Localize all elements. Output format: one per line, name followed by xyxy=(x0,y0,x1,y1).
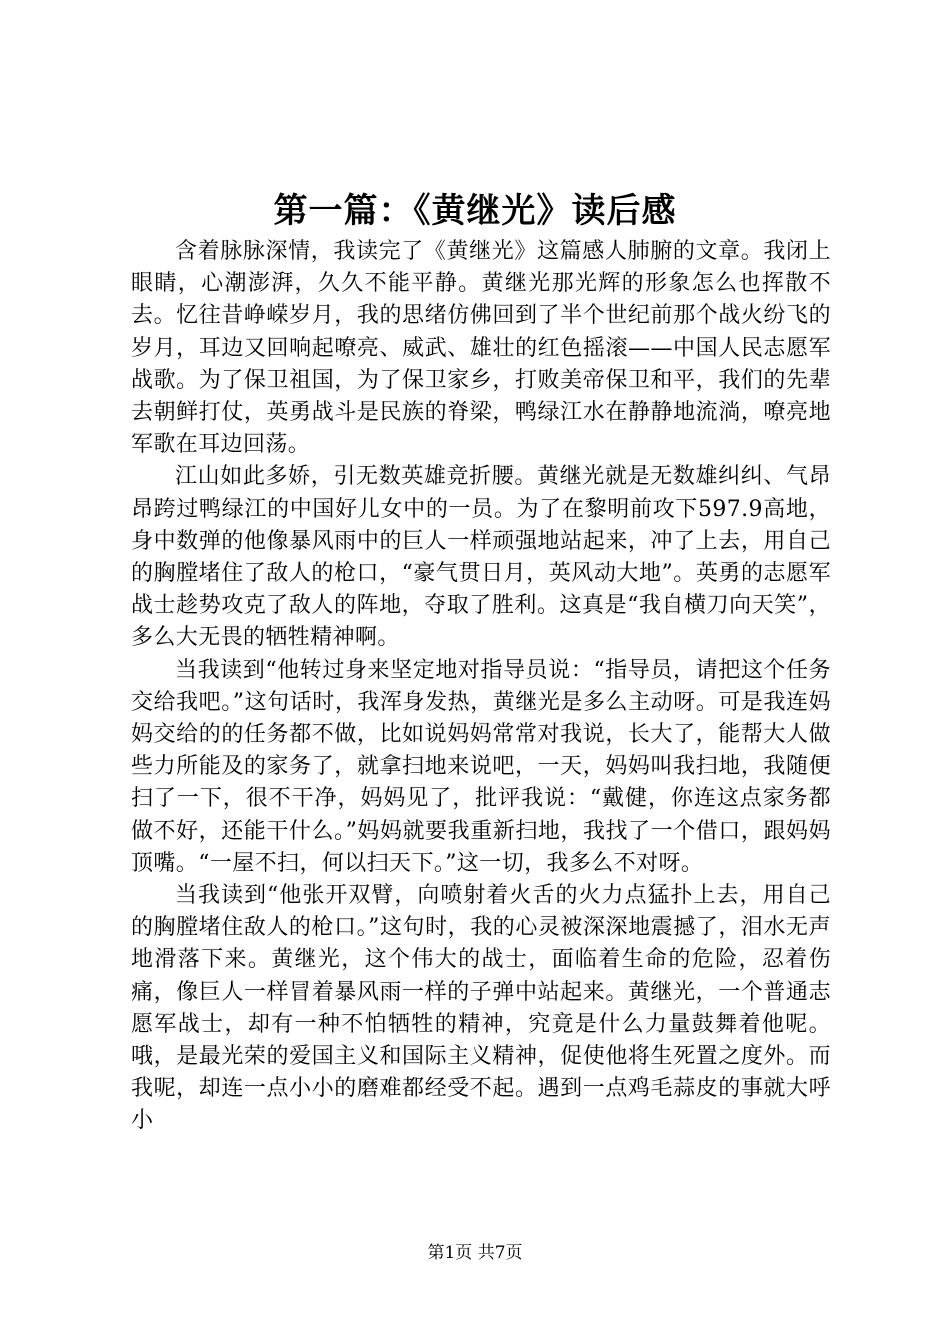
paragraph-3: 当我读到“他转过身来坚定地对指导员说：“指导员，请把这个任务交给我吧。”这句话时，我浑身发热，黄继光是多么主动呀。可是我连妈妈交给的的任务都不做，比如说妈妈常常对我说，长大了，能帮大人做些力所能及的家务了，就拿扫地来说吧，一天，妈妈叫我扫地，我随便扫了一下，很不干净，妈妈见了，批评我说：“戴健，你连这点家务都做不好，还能干什么。”妈妈就要我重新扫地，我找了一个借口，跟妈妈顶嘴。“一屋不扫，何以扫天下。”这一切，我多么不对呀。 xyxy=(131,657,831,876)
page-title: 第一篇：《黄继光》读后感 xyxy=(273,191,677,231)
paragraph-4: 当我读到“他张开双臂，向喷射着火舌的火力点猛扑上去，用自己的胸膛堵住敌人的枪口。”这句时，我的心灵被深深地震撼了，泪水无声地滑落下来。黄继光，这个伟大的战士，面临着生命的危险，忍着伤痛，像巨人一样冒着暴风雨一样的子弹中站起来。黄继光，一个普通志愿军战士，却有一种不怕牺牲的精神，究竟是什么力量鼓舞着他呢。哦，是最光荣的爱国主义和国际主义精神，促使他将生死置之度外。而我呢，却连一点小小的磨难都经受不起。遇到一点鸡毛蒜皮的事就大呼小 xyxy=(131,883,831,1134)
document-body xyxy=(131,236,831,1138)
page-number-footer: 第1页 共7页 xyxy=(427,1243,523,1263)
paragraph-2: 江山如此多娇，引无数英雄竞折腰。黄继光就是无数雄纠纠、气昂昂跨过鸭绿江的中国好儿女中的一员。为了在黎明前攻下597.9高地，身中数弹的他像暴风雨中的巨人一样顽强地站起来，冲了上去，用自己的胸膛堵住了敌人的枪口，“豪气贯日月，英风动大地”。英勇的志愿军战士趁势攻克了敌人的阵地，夺取了胜利。这真是“我自横刀向天笑”，多么大无畏的牺牲精神啊。 xyxy=(131,464,831,651)
paragraph-1: 含着脉脉深情，我读完了《黄继光》这篇感人肺腑的文章。我闭上眼睛，心潮澎湃，久久不能平静。黄继光那光辉的形象怎么也挥散不去。忆往昔峥嵘岁月，我的思绪仿佛回到了半个世纪前那个战火纷飞的岁月，耳边又回响起嘹亮、威武、雄壮的红色摇滚——中国人民志愿军战歌。为了保卫祖国，为了保卫家乡，打败美帝保卫和平，我们的先辈去朝鲜打仗，英勇战斗是民族的脊梁，鸭绿江水在静静地流淌，嘹亮地军歌在耳边回荡。 xyxy=(131,239,831,458)
